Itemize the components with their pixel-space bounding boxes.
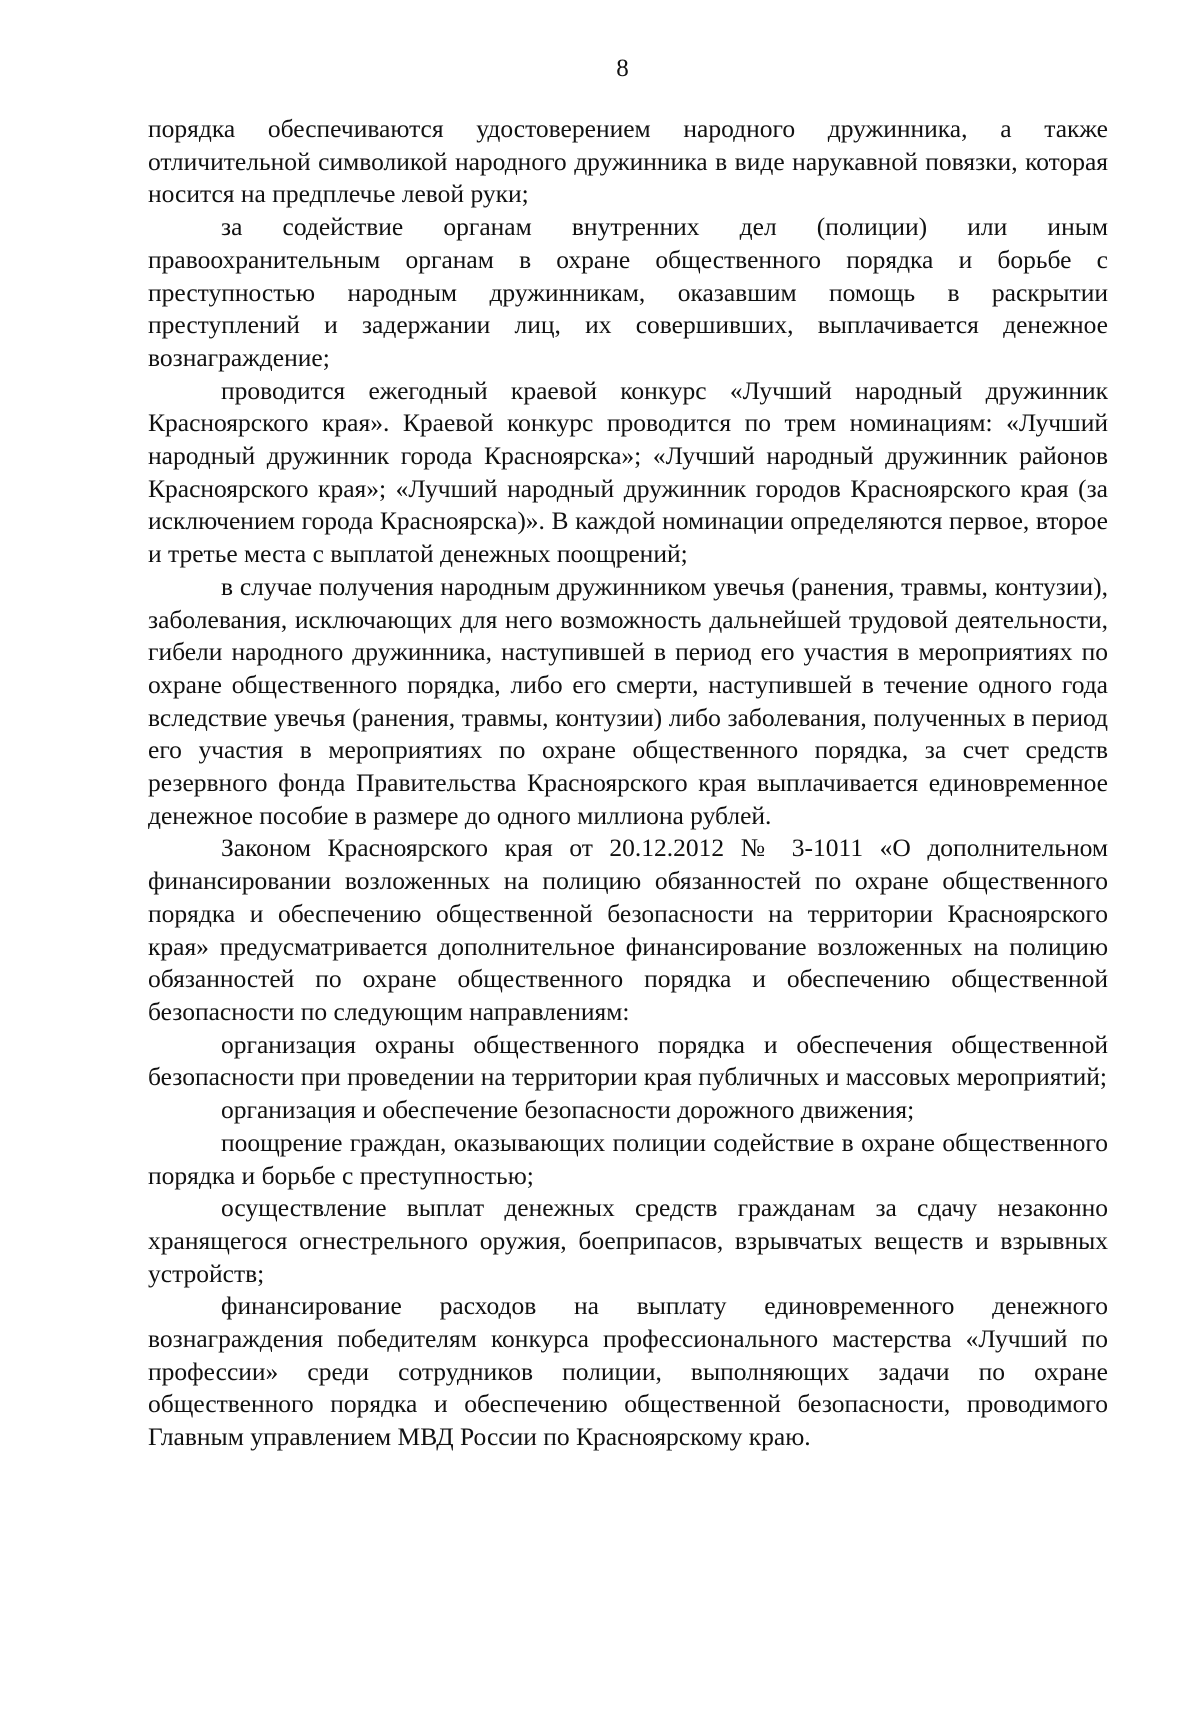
paragraph-contest: проводится ежегодный краевой конкурс «Лучший народный дружинник Красноярского края». Краевой конкурс проводится по трем номинациям: «Лучший народный дружинник города Красноярска»; «Лучший народный дружинник районов Красноярского края»; «Лучший народный дружинник городов Красноярского края (за исключением города Красноярска)». В каждой номинации определяются первое, второе и третье места с выплатой денежных поощрений; [148, 375, 1108, 569]
list-item-weapons-payments: осуществление выплат денежных средств гражданам за сдачу незаконно хранящегося огнестрельного оружия, боеприпасов, взрывчатых веществ и взрывных устройств; [148, 1193, 1108, 1288]
list-item-best-in-profession: финансирование расходов на выплату единовременного денежного вознаграждения победителям конкурса профессионального мастерства «Лучший по профессии» среди сотрудников полиции, выполняющих задачи по охране общественного порядка и обеспечению общественной безопасности, проводимого Главным управлением МВД России по Красноярскому краю. [148, 1291, 1108, 1452]
list-item-road-safety: организация и обеспечение безопасности дорожного движения; [221, 1095, 915, 1125]
paragraph-injury-benefit: в случае получения народным дружинником увечья (ранения, травмы, контузии), заболевания, исключающих для него возможность дальнейшей трудовой деятельности, гибели народного дружинника, наступившей в период его участия в мероприятиях по охране общественного порядка, либо его смерти, наступившей в течение одного года вследствие увечья (ранения, травмы, контузии) либо заболевания, полученных в период его участия в мероприятиях по охране общественного порядка, за счет средств резервного фонда Правительства Красноярского края выплачивается единовременное денежное пособие в размере до одного миллиона рублей. [148, 571, 1108, 830]
paragraph-continuation: порядка обеспечиваются удостоверением народного дружинника, а также отличительной символикой народного дружинника в виде нарукавной повязки, которая носится на предплечье левой руки; [148, 114, 1108, 209]
paragraph-law: Законом Красноярского края от 20.12.2012 № 3-1011 «О дополнительном финансировании возложенных на полицию обязанностей по охране общественного порядка и обеспечению общественной безопасности на территории Красноярского края» предусматривается дополнительное финансирование возложенных на полицию обязанностей по охране общественного порядка и обеспечению общественной безопасности по следующим направлениям: [148, 833, 1108, 1026]
paragraph-reward: за содействие органам внутренних дел (полиции) или иным правоохранительным органам в охране общественного порядка и борьбе с преступностью народным дружинникам, оказавшим помощь в раскрытии преступлений и задержании лиц, их совершивших, выплачивается денежное вознаграждение; [148, 212, 1108, 372]
document-body [148, 113, 1108, 1454]
list-item-citizen-encouragement: поощрение граждан, оказывающих полиции содействие в охране общественного порядка и борьбе с преступностью; [148, 1127, 1108, 1190]
page-number: 8 [616, 55, 629, 82]
list-item-public-events: организация охраны общественного порядка и обеспечения общественной безопасности при проведении на территории края публичных и массовых мероприятий; [148, 1029, 1108, 1092]
